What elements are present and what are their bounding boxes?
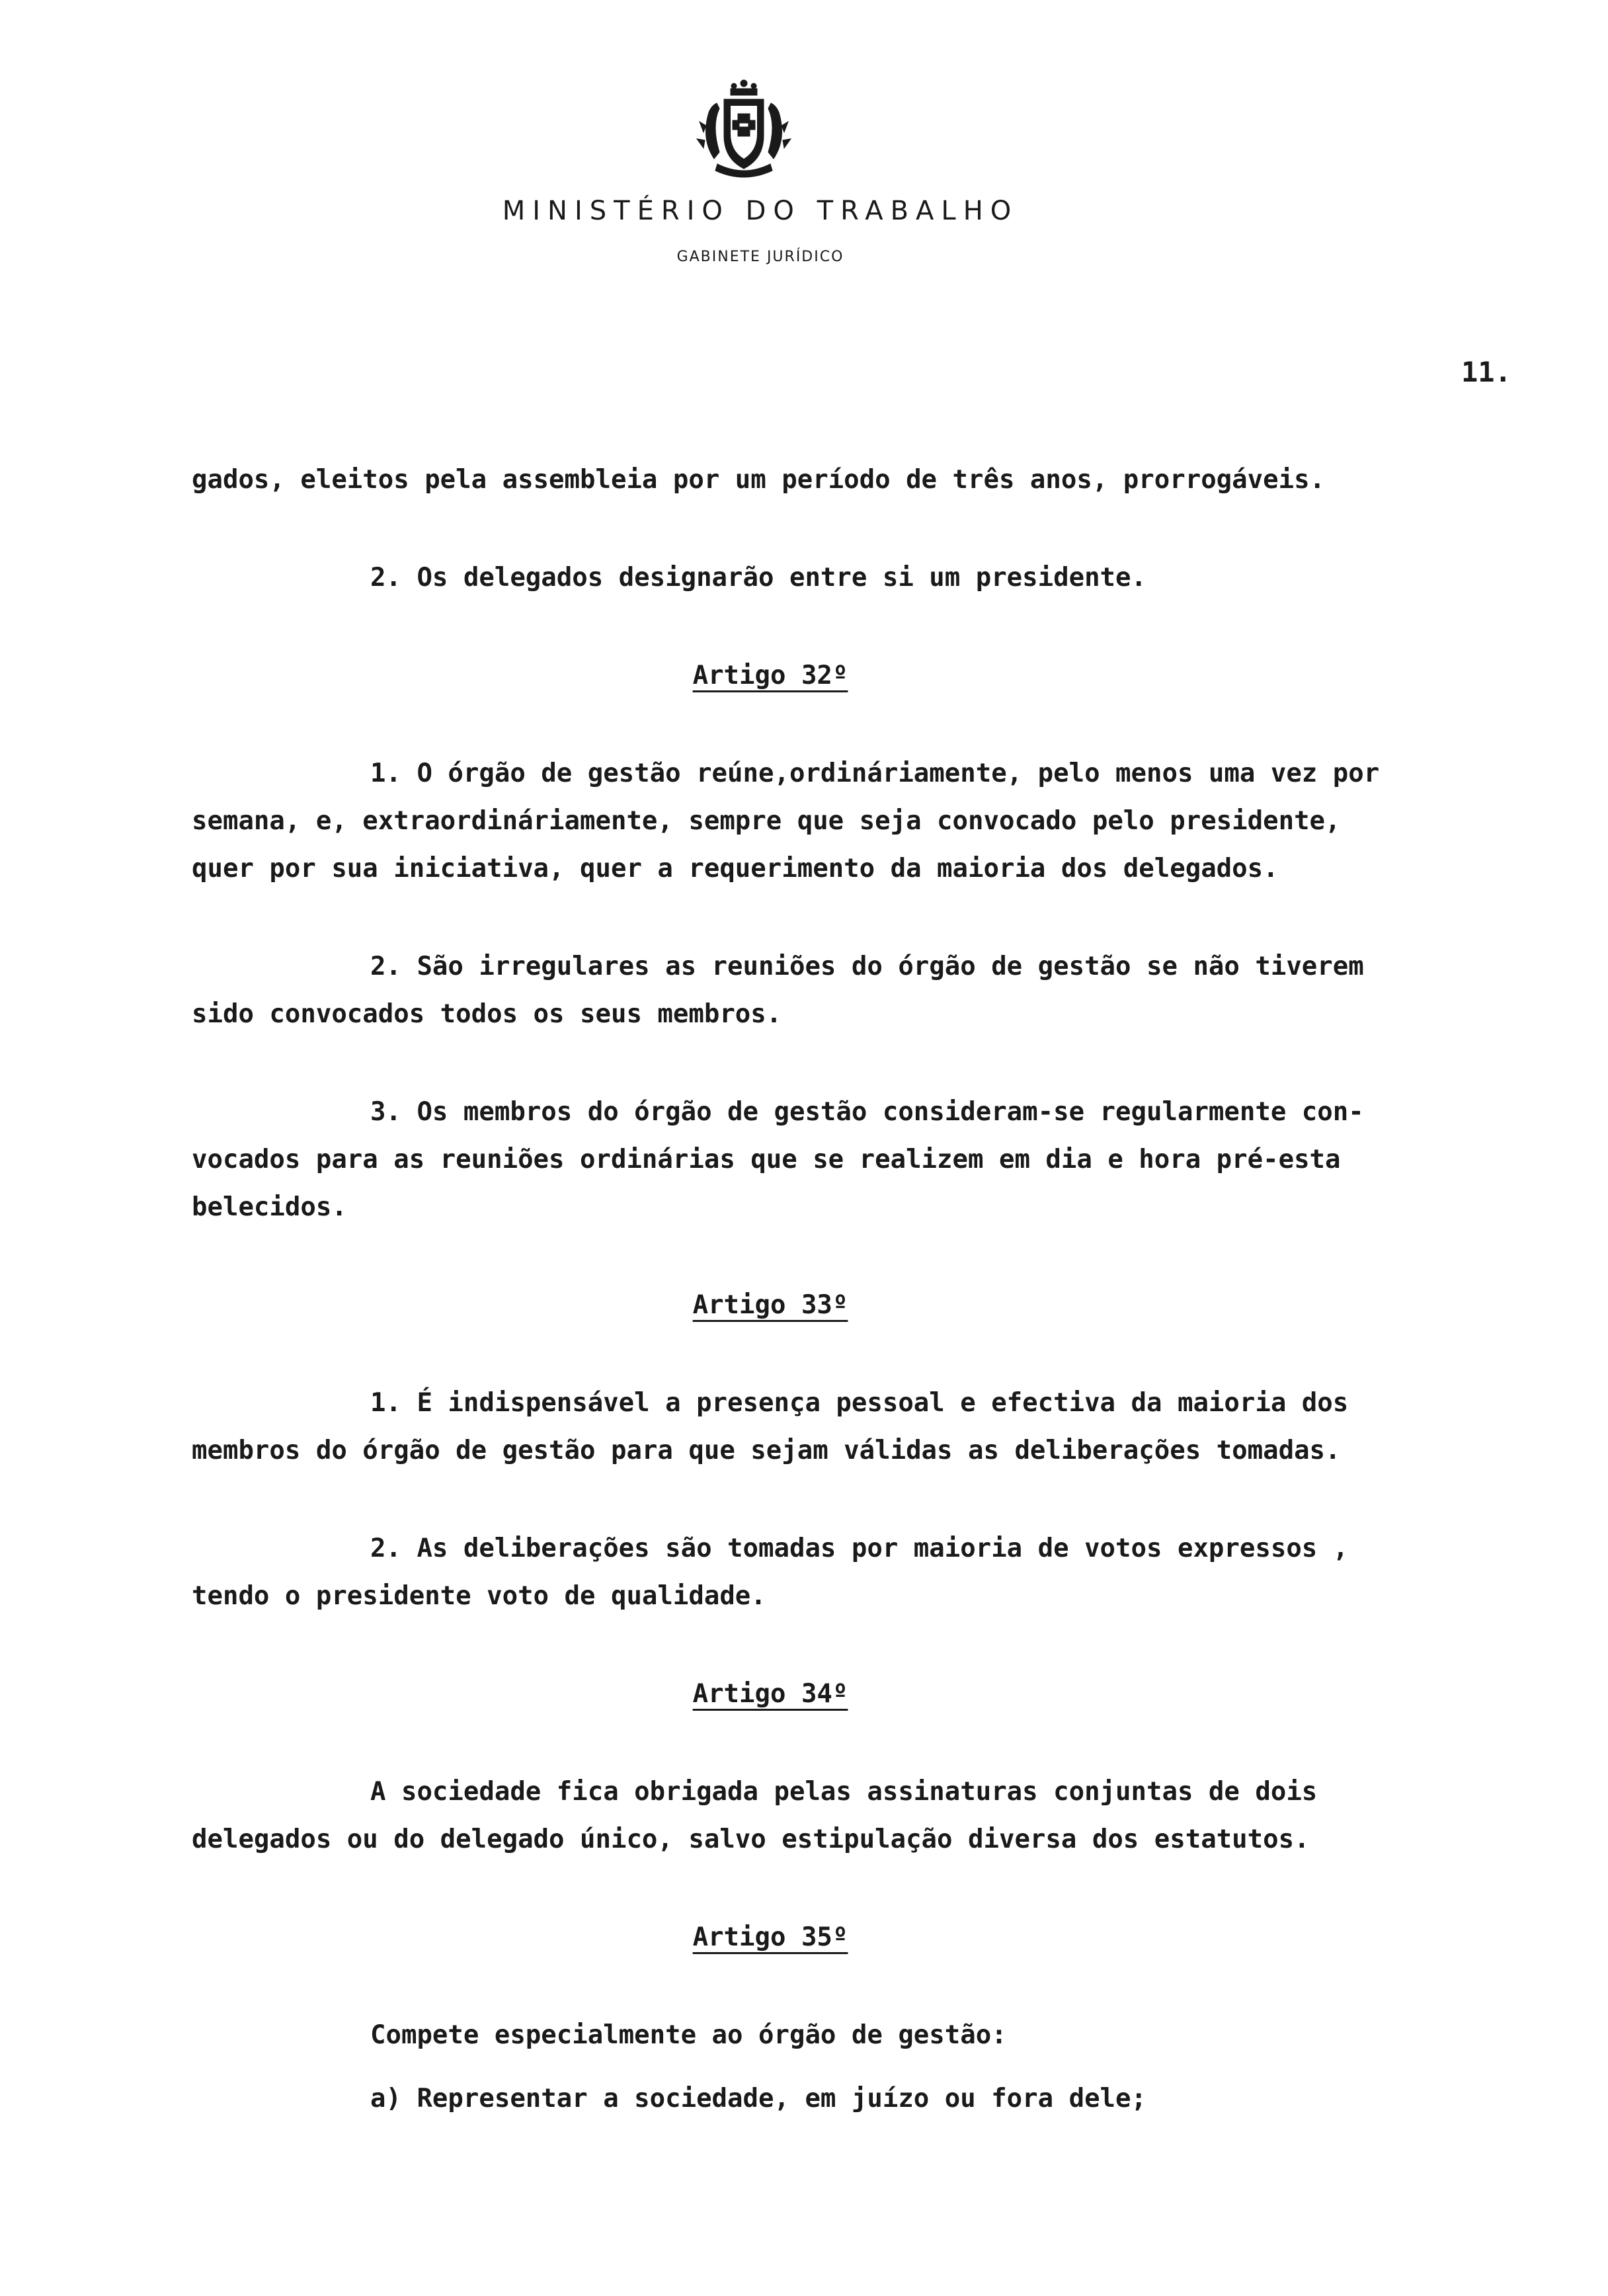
text-line: belecidos. [192, 1192, 347, 1222]
page-number: 11. [1461, 356, 1511, 388]
text-line: a) Representar a sociedade, em juízo ou fora dele; [370, 2084, 1146, 2113]
article-heading: Artigo 33º [692, 1290, 848, 1320]
article-heading: Artigo 35º [692, 1922, 848, 1952]
text-line: gados, eleitos pela assembleia por um período de três anos, prorrogáveis. [192, 465, 1326, 495]
text-line: 1. O órgão de gestão reúne,ordináriamente, pelo menos uma vez por [370, 758, 1380, 788]
text-line: 2. São irregulares as reuniões do órgão de gestão se não tiverem [370, 952, 1364, 981]
coat-of-arms-emblem [694, 79, 793, 179]
text-line: semana, e, extraordináriamente, sempre que seja convocado pelo presidente, [192, 806, 1341, 836]
text-line: 2. As deliberações são tomadas por maioria de votos expressos , [370, 1534, 1349, 1563]
text-line: A sociedade fica obrigada pelas assinaturas conjuntas de dois [370, 1777, 1318, 1807]
text-line: sido convocados todos os seus membros. [192, 999, 782, 1029]
article-heading: Artigo 34º [692, 1679, 848, 1709]
text-line: Compete especialmente ao órgão de gestão: [370, 2020, 1007, 2050]
text-line: delegados ou do delegado único, salvo estipulação diversa dos estatutos. [192, 1824, 1310, 1854]
text-line: quer por sua iniciativa, quer a requerimento da maioria dos delegados. [192, 854, 1279, 883]
text-line: tendo o presidente voto de qualidade. [192, 1581, 766, 1611]
text-line: membros do órgão de gestão para que sejam válidas as deliberações tomadas. [192, 1436, 1341, 1465]
text-line: 1. É indispensável a presença pessoal e efectiva da maioria dos [370, 1388, 1349, 1418]
ministry-name: MINISTÉRIO DO TRABALHO [502, 196, 1019, 226]
text-line: vocados para as reuniões ordinárias que se realizem em dia e hora pré-esta [192, 1145, 1341, 1174]
document-body [192, 456, 1514, 2123]
article-heading: Artigo 32º [692, 661, 848, 690]
text-line: 2. Os delegados designarão entre si um presidente. [370, 563, 1146, 593]
office-name: GABINETE JURÍDICO [676, 249, 844, 265]
text-line: 3. Os membros do órgão de gestão consideram-se regularmente con- [370, 1097, 1364, 1127]
